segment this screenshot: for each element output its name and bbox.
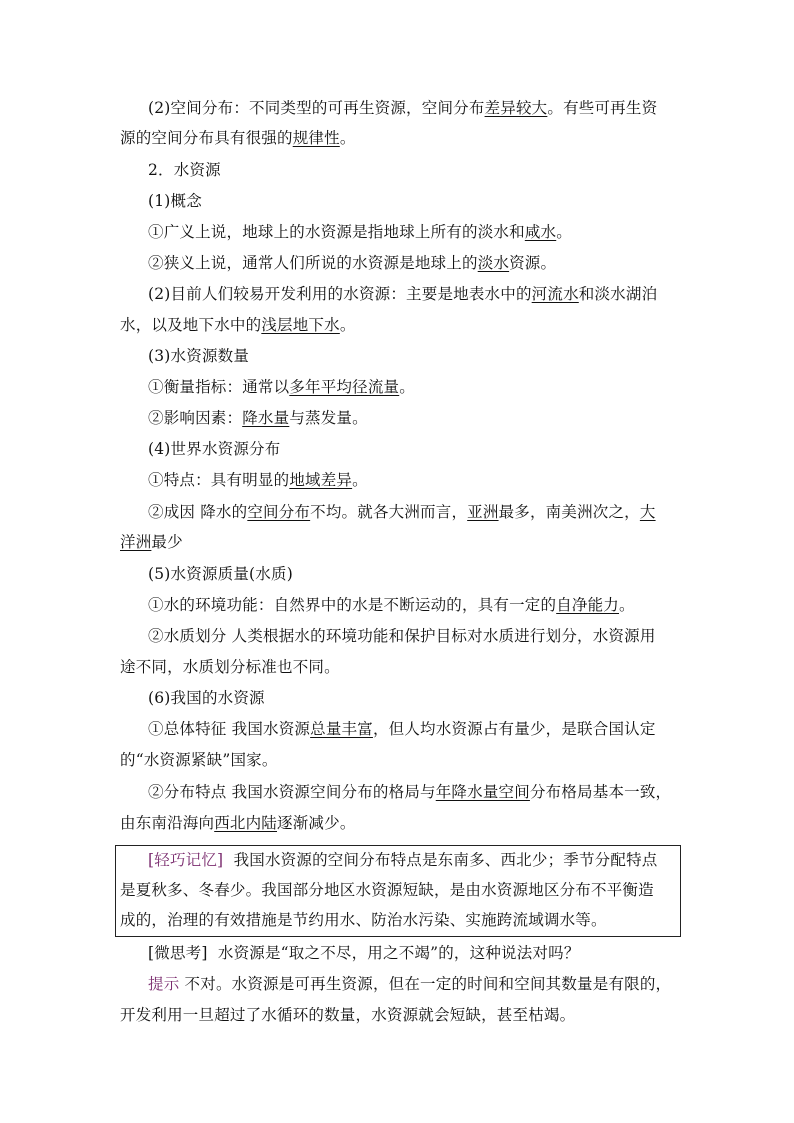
- think-answer: 开发利用一旦超过了水循环的数量，水资源就会短缺，甚至枯竭。: [120, 1006, 576, 1024]
- subsection-heading: (4)世界水资源分布: [148, 440, 281, 458]
- text-line: 洋洲最少: [120, 533, 183, 551]
- key-term: 西北内陆: [214, 814, 278, 832]
- key-term: 空间分布: [247, 503, 311, 521]
- text-line: 的“水资源紧缺”国家。: [120, 751, 278, 769]
- subsection-heading: (3)水资源数量: [148, 347, 250, 365]
- think-tag: [微思考]: [148, 944, 208, 962]
- key-term: 多年平均径流量: [289, 378, 400, 396]
- memory-tip-line: 是夏秋多、冬春少。我国部分地区水资源短缺，是由水资源地区分布不平衡造: [120, 881, 654, 899]
- think-answer: 提示 不对。水资源是可再生资源，但在一定的时间和空间其数量是有限的，: [148, 975, 672, 993]
- text-line: (2)目前人们较易开发利用的水资源：主要是地表水中的河流水和淡水湖泊: [148, 285, 658, 303]
- memory-tip-tag: [轻巧记忆]: [148, 851, 224, 869]
- key-term: 地域差异: [289, 471, 353, 489]
- memory-tip-line: [轻巧记忆] 我国水资源的空间分布特点是东南多、西北少；季节分配特点: [148, 851, 658, 869]
- key-term: 淡水: [477, 254, 510, 272]
- think-question: [微思考] 水资源是“取之不尽，用之不竭”的，这种说法对吗？: [148, 944, 580, 962]
- text-line: ②影响因素：降水量与蒸发量。: [148, 409, 368, 427]
- text-line: ②狭义上说，通常人们所说的水资源是地球上的淡水资源。: [148, 254, 557, 272]
- key-term: 河流水: [531, 285, 579, 303]
- section-heading: 2．水资源: [148, 161, 221, 179]
- key-term: 大: [639, 503, 656, 521]
- key-term: 规律性: [292, 129, 340, 147]
- text-line: ②水质划分 人类根据水的环境功能和保护目标对水质进行划分，水资源用: [148, 627, 656, 645]
- key-term: 浅层地下水: [261, 316, 340, 334]
- key-term: 年降水量空间: [435, 783, 530, 801]
- memory-tip-line: 成的，治理的有效措施是节约用水、防治水污染、实施跨流域调水等。: [120, 911, 607, 929]
- subsection-heading: (6)我国的水资源: [148, 689, 265, 707]
- hint-label: 提示: [148, 975, 180, 993]
- text-line: 源的空间分布具有很强的规律性。: [120, 129, 356, 147]
- text-line: ①广义上说，地球上的水资源是指地球上所有的淡水和咸水。: [148, 223, 572, 241]
- key-term: 洋洲: [120, 533, 152, 551]
- key-term: 降水量: [242, 409, 290, 427]
- text-line: ①特点：具有明显的地域差异。: [148, 471, 368, 489]
- key-term: 自净能力: [556, 596, 620, 614]
- key-term: 总量丰富: [310, 720, 373, 738]
- key-term: 咸水: [524, 223, 557, 241]
- text-line: ①总体特征 我国水资源总量丰富，但人均水资源占有量少，是联合国认定: [148, 720, 656, 738]
- text-line: ②分布特点 我国水资源空间分布的格局与年降水量空间分布格局基本一致，: [148, 783, 672, 801]
- subsection-heading: (5)水资源质量(水质): [148, 565, 293, 583]
- subsection-heading: (1)概念: [148, 192, 202, 210]
- text-line: ①衡量指标：通常以多年平均径流量。: [148, 378, 415, 396]
- text-line: 途不同，水质划分标准也不同。: [120, 658, 340, 676]
- key-term: 差异较大: [484, 99, 548, 117]
- text-line: 水，以及地下水中的浅层地下水。: [120, 316, 356, 334]
- text-line: ②成因 降水的空间分布不均。就各大洲而言，亚洲最多，南美洲次之，大: [148, 503, 656, 521]
- key-term: 亚洲: [467, 503, 499, 521]
- text-line: (2)空间分布：不同类型的可再生资源，空间分布差异较大。有些可再生资: [148, 99, 658, 117]
- text-line: 由东南沿海向西北内陆逐渐减少。: [120, 814, 356, 832]
- text-line: ①水的环境功能：自然界中的水是不断运动的，具有一定的自净能力。: [148, 596, 635, 614]
